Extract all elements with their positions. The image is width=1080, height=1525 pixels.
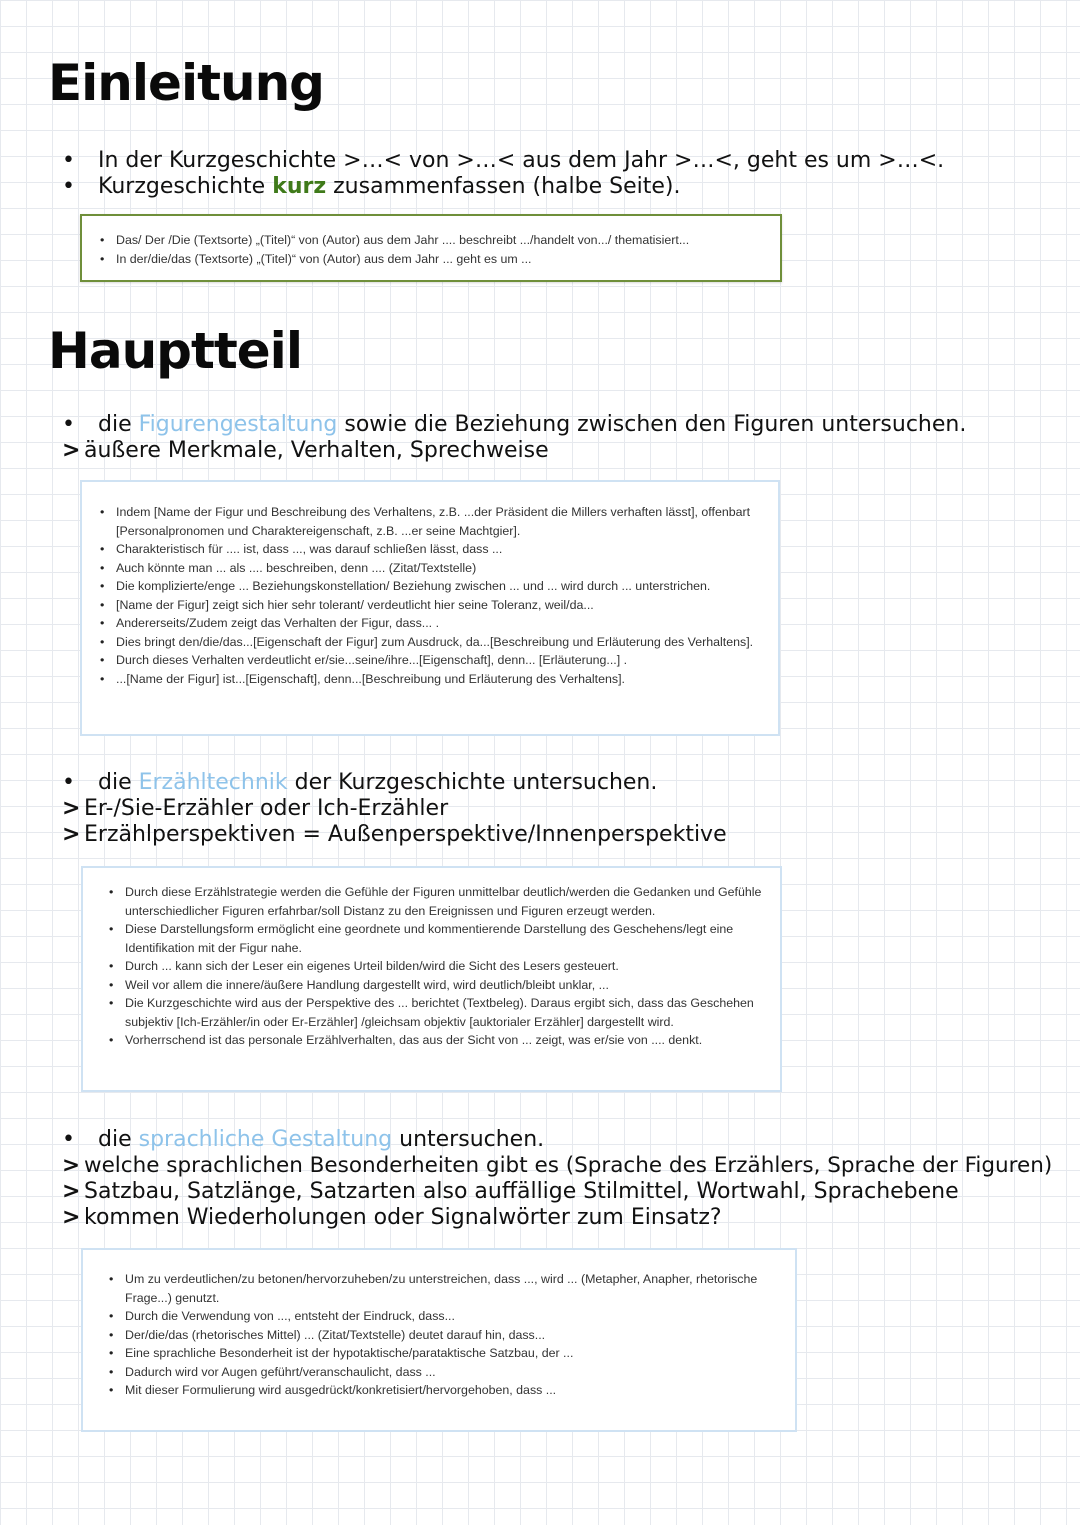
formulation-box-figuren xyxy=(80,480,780,736)
list-item: • die Erzähltechnik der Kurzgeschichte untersuchen. xyxy=(62,770,658,795)
list-item: • Das/ Der /Die (Textsorte) „(Titel)“ von (Autor) aus dem Jahr .... beschreibt .../handelt von.../ thematisiert... xyxy=(94,231,780,250)
list-item: • ...[Name der Figur] ist...[Eigenschaft], denn...[Beschreibung und Erläuterung des Verhaltens]. xyxy=(94,670,764,689)
list-item: • Indem [Name der Figur und Beschreibung des Verhaltens, z.B. ...der Präsident die Millers verhaften lässt], offenbart [Personalpronomen und Charaktereigenschaft, z.B. ...er seine Machtgier]. xyxy=(94,503,764,540)
list-item: > Erzählperspektiven = Außenperspektive/Innenperspektive xyxy=(62,822,727,847)
bullet-text: In der Kurzgeschichte >…< von >…< aus dem Jahr >…<, geht es um >…<. xyxy=(98,148,945,173)
sub-point-text: Er-/Sie-Erzähler oder Ich-Erzähler xyxy=(84,796,449,821)
formulation-box-einleitung xyxy=(80,214,782,282)
list-item: • Charakteristisch für .... ist, dass ..., was darauf schließen lässt, dass ... xyxy=(94,540,764,559)
list-item: • In der/die/das (Textsorte) „(Titel)“ von (Autor) aus dem Jahr ... geht es um ... xyxy=(94,250,780,269)
sub-point-text: Erzählperspektiven = Außenperspektive/Innenperspektive xyxy=(84,822,727,847)
list-item: • Auch könnte man ... als .... beschreiben, denn .... (Zitat/Textstelle) xyxy=(94,559,764,578)
bullet-text: zusammenfassen (halbe Seite). xyxy=(326,174,681,199)
list-item: > kommen Wiederholungen oder Signalwörter zum Einsatz? xyxy=(62,1205,722,1230)
list-item: • Durch ... kann sich der Leser ein eigenes Urteil bilden/wird die Sicht des Lesers gesteuert. xyxy=(103,957,762,976)
list-item: • die sprachliche Gestaltung untersuchen. xyxy=(62,1127,545,1152)
list-item: > welche sprachlichen Besonderheiten gibt es (Sprache des Erzählers, Sprache der Figuren) xyxy=(62,1153,1053,1178)
list-item: • Diese Darstellungsform ermöglicht eine geordnete und kommentierende Darstellung des Geschehens/legt eine Identifikation mit der Figur nahe. xyxy=(103,920,762,957)
bullet-text: die xyxy=(98,1127,139,1152)
formulation-box-sprache xyxy=(81,1248,797,1432)
list-item: • Kurzgeschichte kurz zusammenfassen (halbe Seite). xyxy=(62,174,681,199)
list-item: • [Name der Figur] zeigt sich hier sehr tolerant/ verdeutlicht hier seine Toleranz, weil/da... xyxy=(94,596,764,615)
highlight-kurz: kurz xyxy=(272,174,327,199)
list-item: • Die komplizierte/enge ... Beziehungskonstellation/ Beziehung zwischen ... und ... wird durch ... unterstrichen. xyxy=(94,577,764,596)
formulation-box-erzaehltechnik xyxy=(81,866,782,1092)
list-item: • Durch diese Erzählstrategie werden die Gefühle der Figuren unmittelbar deutlich/werden die Gedanken und Gefühle unterschiedlicher Figuren erfahrbar/soll Distanz zu den Ereignissen und Figuren erzeugt werden. xyxy=(103,883,762,920)
list-item: • Weil vor allem die innere/äußere Handlung dargestellt wird, wird deutlich/bleibt unklar, ... xyxy=(103,976,762,995)
list-item: • Um zu verdeutlichen/zu betonen/hervorzuheben/zu unterstreichen, dass ..., wird ... (Metapher, Anapher, rhetorische Frage...) genutzt. xyxy=(103,1270,777,1307)
bullet-text: untersuchen. xyxy=(392,1127,545,1152)
heading-einleitung: Einleitung xyxy=(48,54,324,112)
list-item: • Durch dieses Verhalten verdeutlicht er/sie...seine/ihre...[Eigenschaft], denn... [Erläuterung...] . xyxy=(94,651,764,670)
list-item: • In der Kurzgeschichte >…< von >…< aus dem Jahr >…<, geht es um >…<. xyxy=(62,148,945,173)
list-item: • Dies bringt den/die/das...[Eigenschaft der Figur] zum Ausdruck, da...[Beschreibung und Erläuterung des Verhaltens]. xyxy=(94,633,764,652)
list-item: • Vorherrschend ist das personale Erzählverhalten, das aus der Sicht von ... zeigt, was er/sie von .... denkt. xyxy=(103,1031,762,1050)
heading-hauptteil: Hauptteil xyxy=(48,322,302,380)
list-item: • Eine sprachliche Besonderheit ist der hypotaktische/parataktische Satzbau, der ... xyxy=(103,1344,777,1363)
bullet-text: Kurzgeschichte xyxy=(98,174,273,199)
bullet-text: die xyxy=(98,770,139,795)
list-item: • Die Kurzgeschichte wird aus der Perspektive des ... berichtet (Textbeleg). Daraus ergibt sich, dass das Geschehen subjektiv [Ich-Erzähler/in oder Er-Erzähler] /gleichsam objektiv [auktorialer Erzähler] dargestellt wird. xyxy=(103,994,762,1031)
list-item: • Dadurch wird vor Augen geführt/veranschaulicht, dass ... xyxy=(103,1363,777,1382)
list-item: • Der/die/das (rhetorisches Mittel) ... (Zitat/Textstelle) deutet darauf hin, dass... xyxy=(103,1326,777,1345)
bullet-text: sowie die Beziehung zwischen den Figuren untersuchen. xyxy=(337,412,967,437)
sub-point-text: Satzbau, Satzlänge, Satzarten also auffällige Stilmittel, Wortwahl, Sprachebene xyxy=(84,1179,959,1204)
sub-point-text: kommen Wiederholungen oder Signalwörter zum Einsatz? xyxy=(84,1205,722,1230)
highlight-sprachliche-gestaltung: sprachliche Gestaltung xyxy=(138,1127,393,1152)
list-item: • die Figurengestaltung sowie die Beziehung zwischen den Figuren untersuchen. xyxy=(62,412,967,437)
highlight-erzaehltechnik: Erzähltechnik xyxy=(138,770,288,795)
list-item: > Satzbau, Satzlänge, Satzarten also auffällige Stilmittel, Wortwahl, Sprachebene xyxy=(62,1179,959,1204)
bullet-text: der Kurzgeschichte untersuchen. xyxy=(287,770,658,795)
list-item: • Durch die Verwendung von ..., entsteht der Eindruck, dass... xyxy=(103,1307,777,1326)
bullet-text: die xyxy=(98,412,139,437)
list-item: > Er-/Sie-Erzähler oder Ich-Erzähler xyxy=(62,796,449,821)
list-item: > äußere Merkmale, Verhalten, Sprechweise xyxy=(62,438,549,463)
list-item: • Mit dieser Formulierung wird ausgedrückt/konkretisiert/hervorgehoben, dass ... xyxy=(103,1381,777,1400)
list-item: • Andererseits/Zudem zeigt das Verhalten der Figur, dass... . xyxy=(94,614,764,633)
sub-point-text: äußere Merkmale, Verhalten, Sprechweise xyxy=(84,438,549,463)
highlight-figurengestaltung: Figurengestaltung xyxy=(138,412,338,437)
sub-point-text: welche sprachlichen Besonderheiten gibt es (Sprache des Erzählers, Sprache der Figuren) xyxy=(84,1153,1053,1178)
